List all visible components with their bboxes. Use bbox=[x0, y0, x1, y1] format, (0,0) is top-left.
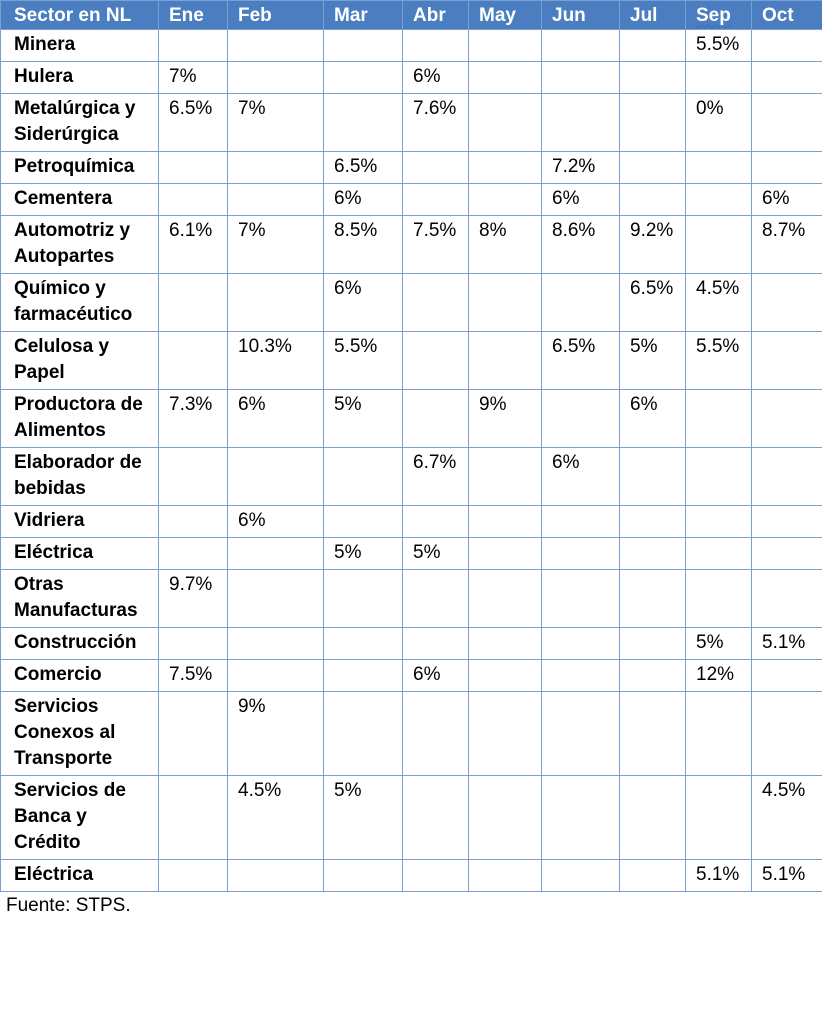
value-cell: 5% bbox=[686, 628, 752, 660]
value-cell bbox=[542, 62, 620, 94]
value-cell bbox=[228, 570, 324, 628]
sector-name-cell: Eléctrica bbox=[1, 860, 159, 892]
value-cell bbox=[752, 506, 822, 538]
value-cell: 6.5% bbox=[324, 152, 403, 184]
value-cell bbox=[752, 332, 822, 390]
value-cell bbox=[228, 448, 324, 506]
value-cell bbox=[686, 152, 752, 184]
value-cell bbox=[159, 692, 228, 776]
value-cell bbox=[324, 628, 403, 660]
value-cell: 6.7% bbox=[403, 448, 469, 506]
value-cell bbox=[403, 506, 469, 538]
value-cell: 6% bbox=[228, 390, 324, 448]
sector-name-cell: Servicios Conexos al Transporte bbox=[1, 692, 159, 776]
value-cell bbox=[228, 274, 324, 332]
value-cell bbox=[620, 94, 686, 152]
value-cell bbox=[620, 184, 686, 216]
value-cell bbox=[469, 570, 542, 628]
column-header-feb: Feb bbox=[228, 1, 324, 30]
source-note: Fuente: STPS. bbox=[6, 895, 131, 916]
sector-name-cell: Comercio bbox=[1, 660, 159, 692]
value-cell: 7% bbox=[228, 216, 324, 274]
value-cell bbox=[469, 628, 542, 660]
value-cell bbox=[403, 776, 469, 860]
sector-name-cell: Petroquímica bbox=[1, 152, 159, 184]
value-cell bbox=[752, 692, 822, 776]
value-cell: 4.5% bbox=[752, 776, 822, 860]
sector-name-cell: Servicios de Banca y Crédito bbox=[1, 776, 159, 860]
value-cell bbox=[686, 506, 752, 538]
sector-name-cell: Eléctrica bbox=[1, 538, 159, 570]
value-cell bbox=[228, 628, 324, 660]
value-cell bbox=[403, 628, 469, 660]
header-row bbox=[1, 1, 822, 30]
table-row bbox=[1, 660, 822, 692]
value-cell bbox=[159, 448, 228, 506]
value-cell: 5% bbox=[324, 390, 403, 448]
value-cell: 6.5% bbox=[542, 332, 620, 390]
value-cell bbox=[752, 570, 822, 628]
value-cell bbox=[324, 448, 403, 506]
value-cell bbox=[620, 506, 686, 538]
value-cell: 8% bbox=[469, 216, 542, 274]
value-cell bbox=[752, 448, 822, 506]
value-cell bbox=[403, 30, 469, 62]
value-cell: 7.5% bbox=[403, 216, 469, 274]
value-cell bbox=[620, 448, 686, 506]
value-cell bbox=[469, 274, 542, 332]
value-cell bbox=[469, 860, 542, 892]
value-cell bbox=[159, 30, 228, 62]
value-cell: 7.3% bbox=[159, 390, 228, 448]
value-cell: 5% bbox=[403, 538, 469, 570]
value-cell: 6% bbox=[324, 184, 403, 216]
value-cell: 6% bbox=[228, 506, 324, 538]
value-cell: 9.2% bbox=[620, 216, 686, 274]
value-cell bbox=[159, 628, 228, 660]
sector-name-cell: Elaborador de bebidas bbox=[1, 448, 159, 506]
value-cell: 5.1% bbox=[752, 860, 822, 892]
table-row bbox=[1, 448, 822, 506]
value-cell: 5.5% bbox=[686, 30, 752, 62]
sector-name-cell: Hulera bbox=[1, 62, 159, 94]
sector-name-cell: Metalúrgica y Siderúrgica bbox=[1, 94, 159, 152]
value-cell bbox=[469, 62, 542, 94]
value-cell bbox=[403, 332, 469, 390]
table-row bbox=[1, 628, 822, 660]
value-cell bbox=[542, 506, 620, 538]
value-cell: 4.5% bbox=[686, 274, 752, 332]
value-cell bbox=[403, 152, 469, 184]
table-row bbox=[1, 692, 822, 776]
value-cell bbox=[228, 184, 324, 216]
value-cell bbox=[403, 274, 469, 332]
column-header-sector: Sector en NL bbox=[1, 1, 159, 30]
value-cell bbox=[469, 152, 542, 184]
value-cell bbox=[752, 538, 822, 570]
value-cell: 6% bbox=[542, 448, 620, 506]
table-row bbox=[1, 390, 822, 448]
value-cell bbox=[542, 94, 620, 152]
value-cell bbox=[159, 152, 228, 184]
value-cell bbox=[469, 506, 542, 538]
table-row bbox=[1, 274, 822, 332]
value-cell: 10.3% bbox=[228, 332, 324, 390]
value-cell bbox=[686, 390, 752, 448]
value-cell bbox=[752, 94, 822, 152]
value-cell bbox=[620, 152, 686, 184]
table-row bbox=[1, 184, 822, 216]
value-cell bbox=[159, 332, 228, 390]
column-header-ene: Ene bbox=[159, 1, 228, 30]
value-cell bbox=[228, 660, 324, 692]
sector-name-cell: Minera bbox=[1, 30, 159, 62]
value-cell: 5.1% bbox=[686, 860, 752, 892]
value-cell bbox=[620, 628, 686, 660]
value-cell: 6% bbox=[403, 62, 469, 94]
sector-name-cell: Celulosa y Papel bbox=[1, 332, 159, 390]
value-cell bbox=[324, 692, 403, 776]
value-cell bbox=[620, 776, 686, 860]
table-row bbox=[1, 30, 822, 62]
column-header-sep-label: Sep bbox=[696, 5, 731, 26]
value-cell bbox=[686, 216, 752, 274]
value-cell bbox=[324, 94, 403, 152]
value-cell bbox=[686, 538, 752, 570]
value-cell: 9% bbox=[228, 692, 324, 776]
value-cell bbox=[752, 390, 822, 448]
value-cell bbox=[542, 628, 620, 660]
value-cell bbox=[620, 692, 686, 776]
value-cell bbox=[686, 448, 752, 506]
value-cell bbox=[620, 660, 686, 692]
value-cell bbox=[228, 152, 324, 184]
column-header-may: May bbox=[469, 1, 542, 30]
value-cell bbox=[469, 692, 542, 776]
value-cell bbox=[752, 62, 822, 94]
value-cell: 0% bbox=[686, 94, 752, 152]
value-cell: 6% bbox=[752, 184, 822, 216]
value-cell bbox=[469, 30, 542, 62]
value-cell: 6% bbox=[542, 184, 620, 216]
value-cell bbox=[620, 62, 686, 94]
sector-name-cell: Vidriera bbox=[1, 506, 159, 538]
value-cell bbox=[620, 30, 686, 62]
value-cell bbox=[542, 660, 620, 692]
column-header-sep bbox=[686, 1, 752, 30]
sector-name-cell: Productora de Alimentos bbox=[1, 390, 159, 448]
value-cell bbox=[686, 570, 752, 628]
value-cell bbox=[469, 94, 542, 152]
sector-name-cell: Cementera bbox=[1, 184, 159, 216]
value-cell: 7.5% bbox=[159, 660, 228, 692]
value-cell: 9.7% bbox=[159, 570, 228, 628]
value-cell bbox=[228, 30, 324, 62]
value-cell bbox=[542, 274, 620, 332]
column-header-abr: Abr bbox=[403, 1, 469, 30]
value-cell bbox=[324, 30, 403, 62]
sector-name-cell: Automotriz y Autopartes bbox=[1, 216, 159, 274]
value-cell bbox=[403, 390, 469, 448]
table-row bbox=[1, 860, 822, 892]
value-cell bbox=[542, 776, 620, 860]
value-cell bbox=[686, 62, 752, 94]
table-row bbox=[1, 776, 822, 860]
sector-name-cell: Otras Manufacturas bbox=[1, 570, 159, 628]
table-row bbox=[1, 152, 822, 184]
table-row bbox=[1, 62, 822, 94]
value-cell bbox=[228, 860, 324, 892]
value-cell bbox=[403, 692, 469, 776]
value-cell bbox=[159, 274, 228, 332]
value-cell: 5% bbox=[324, 776, 403, 860]
value-cell: 6.1% bbox=[159, 216, 228, 274]
value-cell bbox=[542, 860, 620, 892]
value-cell bbox=[686, 184, 752, 216]
table-row bbox=[1, 332, 822, 390]
value-cell bbox=[469, 660, 542, 692]
value-cell bbox=[542, 570, 620, 628]
value-cell bbox=[620, 538, 686, 570]
value-cell bbox=[542, 30, 620, 62]
value-cell bbox=[469, 184, 542, 216]
value-cell: 8.7% bbox=[752, 216, 822, 274]
value-cell: 5% bbox=[620, 332, 686, 390]
value-cell: 5% bbox=[324, 538, 403, 570]
value-cell bbox=[469, 776, 542, 860]
value-cell: 4.5% bbox=[228, 776, 324, 860]
value-cell bbox=[620, 570, 686, 628]
value-cell bbox=[228, 62, 324, 94]
table-row bbox=[1, 216, 822, 274]
value-cell bbox=[752, 660, 822, 692]
column-header-jul: Jul bbox=[620, 1, 686, 30]
value-cell bbox=[403, 184, 469, 216]
value-cell bbox=[469, 448, 542, 506]
value-cell bbox=[324, 660, 403, 692]
value-cell bbox=[620, 860, 686, 892]
value-cell bbox=[686, 692, 752, 776]
value-cell bbox=[542, 538, 620, 570]
value-cell bbox=[324, 570, 403, 628]
value-cell bbox=[469, 538, 542, 570]
table-body bbox=[1, 30, 822, 892]
value-cell bbox=[752, 152, 822, 184]
value-cell: 8.6% bbox=[542, 216, 620, 274]
table-row bbox=[1, 538, 822, 570]
value-cell: 6.5% bbox=[159, 94, 228, 152]
value-cell bbox=[228, 538, 324, 570]
table-row bbox=[1, 94, 822, 152]
value-cell bbox=[686, 776, 752, 860]
value-cell bbox=[752, 274, 822, 332]
value-cell bbox=[403, 860, 469, 892]
value-cell: 6% bbox=[403, 660, 469, 692]
column-header-jun: Jun bbox=[542, 1, 620, 30]
value-cell bbox=[159, 538, 228, 570]
value-cell: 12% bbox=[686, 660, 752, 692]
value-cell: 5.5% bbox=[324, 332, 403, 390]
value-cell: 7.6% bbox=[403, 94, 469, 152]
value-cell bbox=[469, 332, 542, 390]
value-cell bbox=[159, 506, 228, 538]
value-cell: 5.1% bbox=[752, 628, 822, 660]
sector-name-cell: Químico y farmacéutico bbox=[1, 274, 159, 332]
value-cell bbox=[159, 860, 228, 892]
value-cell: 8.5% bbox=[324, 216, 403, 274]
value-cell bbox=[542, 390, 620, 448]
value-cell: 6% bbox=[324, 274, 403, 332]
value-cell: 5.5% bbox=[686, 332, 752, 390]
value-cell bbox=[542, 692, 620, 776]
value-cell: 9% bbox=[469, 390, 542, 448]
value-cell: 6% bbox=[620, 390, 686, 448]
table-row bbox=[1, 506, 822, 538]
value-cell bbox=[752, 30, 822, 62]
value-cell bbox=[403, 570, 469, 628]
table-row bbox=[1, 570, 822, 628]
sector-name-cell: Construcción bbox=[1, 628, 159, 660]
value-cell bbox=[324, 506, 403, 538]
value-cell: 7% bbox=[228, 94, 324, 152]
value-cell bbox=[159, 776, 228, 860]
value-cell: 6.5% bbox=[620, 274, 686, 332]
value-cell bbox=[324, 62, 403, 94]
value-cell bbox=[324, 860, 403, 892]
column-header-mar: Mar bbox=[324, 1, 403, 30]
value-cell: 7% bbox=[159, 62, 228, 94]
value-cell: 7.2% bbox=[542, 152, 620, 184]
column-header-oct: Oct bbox=[752, 1, 822, 30]
value-cell bbox=[159, 184, 228, 216]
